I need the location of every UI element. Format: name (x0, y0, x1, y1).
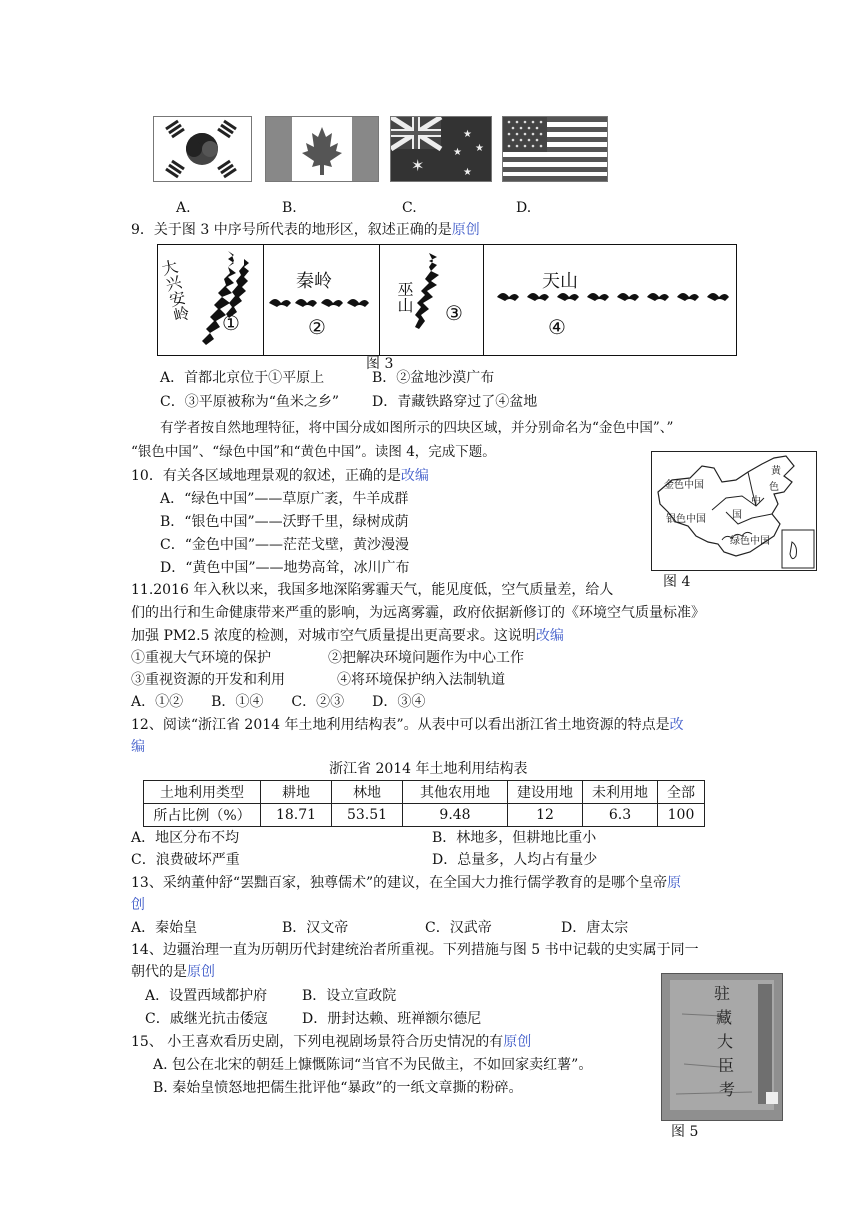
q12-option-c: C．浪费破坏严重 (131, 852, 240, 868)
table-title: 浙江省 2014 年土地利用结构表 (329, 761, 528, 777)
flag-australia (390, 116, 492, 182)
q14-option-b: B．设立宣政院 (302, 988, 397, 1004)
land-use-table (143, 780, 705, 827)
figure-4-caption: 图 4 (663, 574, 691, 590)
q14-option-c: C．戚继光抗击倭寇 (145, 1011, 268, 1027)
q12-tag-1: 改 (669, 717, 684, 733)
table-header-cell: 全部 (658, 781, 705, 804)
map-label-yellow-2: 色 (769, 482, 779, 493)
svg-text:★: ★ (475, 143, 484, 154)
q10-option-b: B．“银色中国”——沃野千里，绿树成荫 (160, 514, 409, 530)
table-cell: 6.3 (583, 804, 658, 827)
figure-5-caption: 图 5 (671, 1124, 699, 1140)
table-header-cell: 林地 (332, 781, 403, 804)
q14-line-1: 14、边疆治理一直为历朝历代封建统治者所重视。下列措施与图 5 书中记载的史实属于同一 (131, 942, 699, 958)
table-cell: 9.48 (403, 804, 508, 827)
flag-label-d: D. (516, 200, 532, 216)
terrain-num-2: ② (308, 315, 326, 339)
terrain-label-1: 大兴安岭 (157, 257, 192, 325)
table-header-cell: 建设用地 (508, 781, 583, 804)
map-label-mid-2: 国 (732, 510, 742, 521)
map-label-yellow-1: 黄 (771, 466, 781, 477)
map-label-green: 绿色中国 (730, 536, 770, 547)
table-header-cell: 耕地 (261, 781, 332, 804)
table-header-cell: 土地利用类型 (144, 781, 261, 804)
q12-tag-2: 编 (131, 739, 145, 755)
terrain-label-3: 巫山 (395, 281, 414, 313)
q9-option-b: B．②盆地沙漠广布 (372, 370, 495, 386)
q12-option-a: A．地区分布不均 (131, 830, 240, 846)
photo-char-4: 臣 (718, 1056, 735, 1075)
table-cell: 53.51 (332, 804, 403, 827)
flag-label-a: A. (176, 200, 191, 216)
q10-option-c: C．“金色中国”——茫茫戈壁，黄沙漫漫 (160, 537, 410, 553)
q12-stem: 12、阅读“浙江省 2014 年土地利用结构表”。从表中可以看出浙江省土地资源的特点是改 (131, 717, 684, 733)
q15-tag: 原创 (503, 1034, 532, 1050)
q10-option-d: D．“黄色中国”——地势高耸，冰川广布 (160, 560, 410, 576)
table-header-cell: 其他农用地 (403, 781, 508, 804)
intro-line-2: “银色中国”、“绿色中国”和“黄色中国”。读图 4，完成下题。 (131, 444, 496, 460)
q13-tag-2: 创 (131, 897, 145, 913)
q15-option-a: A. 包公在北宋的朝廷上慷慨陈词“当官不为民做主，不如回家卖红薯”。 (153, 1057, 593, 1073)
q11-options: A．①② B．①④ C．②③ D．③④ (131, 694, 426, 710)
terrain-label-4: 天山 (542, 271, 578, 292)
table-cell: 18.71 (261, 804, 332, 827)
svg-text:★: ★ (463, 129, 472, 140)
q11-item-1: ①重视大气环境的保护 (131, 650, 271, 666)
q13-option-b: B．汉文帝 (282, 920, 349, 936)
flag-usa (502, 116, 608, 182)
q12-option-b: B．林地多，但耕地比重小 (432, 830, 597, 846)
q9-tag: 原创 (451, 222, 480, 238)
map-label-gold: 金色中国 (664, 480, 704, 491)
q10-tag: 改编 (400, 468, 429, 484)
table-header-row (144, 781, 705, 804)
photo-char-3: 大 (717, 1032, 734, 1051)
flag-label-b: B. (282, 200, 297, 216)
q11-item-3: ③重视资源的开发和利用 (131, 672, 285, 688)
q14-option-d: D．册封达赖、班禅额尔德尼 (302, 1011, 482, 1027)
photo-char-5: 考 (719, 1080, 736, 1099)
terrain-num-1: ① (222, 311, 240, 335)
flag-south-korea (153, 116, 252, 182)
q10-option-a: A．“绿色中国”——草原广袤，牛羊成群 (160, 491, 409, 507)
q13-tag-1: 原 (667, 875, 682, 891)
terrain-label-2: 秦岭 (296, 271, 332, 292)
q12-option-d: D．总量多，人均占有量少 (432, 852, 598, 868)
q14-option-a: A．设置西域都护府 (145, 988, 268, 1004)
photo-char-1: 驻 (714, 984, 731, 1003)
q9-option-a: A．首都北京位于①平原上 (160, 370, 325, 386)
figure-4-map (651, 451, 817, 571)
intro-line-1: 有学者按自然地理特征，将中国分成如图所示的四块区域，并分别命名为“金色中国”、” (160, 420, 674, 436)
q11-line-1: 11.2016 年入秋以来，我国多地深陷雾霾天气，能见度低，空气质量差，给人 (131, 582, 614, 598)
svg-text:✶: ✶ (411, 156, 425, 175)
q10-stem: 10．有关各区域地理景观的叙述，正确的是改编 (131, 468, 429, 484)
table-row (144, 804, 705, 827)
terrain-num-4: ④ (548, 315, 566, 339)
q11-line-2: 们的出行和生命健康带来严重的影响，为远离雾霾，政府依据新修订的《环境空气质量标准》 (131, 605, 705, 621)
table-cell: 所占比例（%） (144, 804, 261, 827)
table-header-cell: 未利用地 (583, 781, 658, 804)
q13-option-a: A．秦始皇 (131, 920, 198, 936)
flag-label-c: C. (402, 200, 417, 216)
q9-stem: 9．关于图 3 中序号所代表的地形区，叙述正确的是原创 (131, 222, 480, 238)
q11-item-2: ②把解决环境问题作为中心工作 (328, 650, 524, 666)
q13-option-d: D．唐太宗 (561, 920, 629, 936)
map-label-silver: 银色中国 (666, 514, 706, 525)
q11-item-4: ④将环境保护纳入法制轨道 (337, 672, 505, 688)
figure-3-terrain (157, 244, 737, 356)
table-cell: 12 (508, 804, 583, 827)
q13-stem: 13、采纳董仲舒“罢黜百家，独尊儒术”的建议，在全国大力推行儒学教育的是哪个皇帝原 (131, 875, 682, 891)
q13-option-c: C．汉武帝 (425, 920, 492, 936)
q9-option-c: C．③平原被称为“鱼米之乡” (160, 394, 340, 410)
q14-tag: 原创 (187, 964, 215, 980)
svg-text:★: ★ (463, 167, 472, 178)
table-cell: 100 (658, 804, 705, 827)
flag-canada (265, 116, 379, 182)
q15-stem: 15、 小王喜欢看历史剧，下列电视剧场景符合历史情况的有原创 (131, 1034, 532, 1050)
figure-3-caption: 图 3 (366, 356, 394, 372)
q14-line-2: 朝代的是原创 (131, 964, 215, 980)
q11-tag: 改编 (535, 628, 564, 644)
figure-5-book-photo (661, 973, 783, 1121)
q11-line-3: 加强 PM2.5 浓度的检测，对城市空气质量提出更高要求。这说明改编 (131, 628, 564, 644)
q9-option-d: D．青藏铁路穿过了④盆地 (372, 394, 538, 410)
svg-text:★: ★ (453, 147, 462, 158)
terrain-num-3: ③ (445, 301, 463, 325)
map-label-mid-1: 中 (751, 496, 761, 507)
q15-option-b: B. 秦始皇愤怒地把儒生批评他“暴政”的一纸文章撕的粉碎。 (153, 1080, 523, 1096)
photo-char-2: 藏 (716, 1008, 733, 1027)
